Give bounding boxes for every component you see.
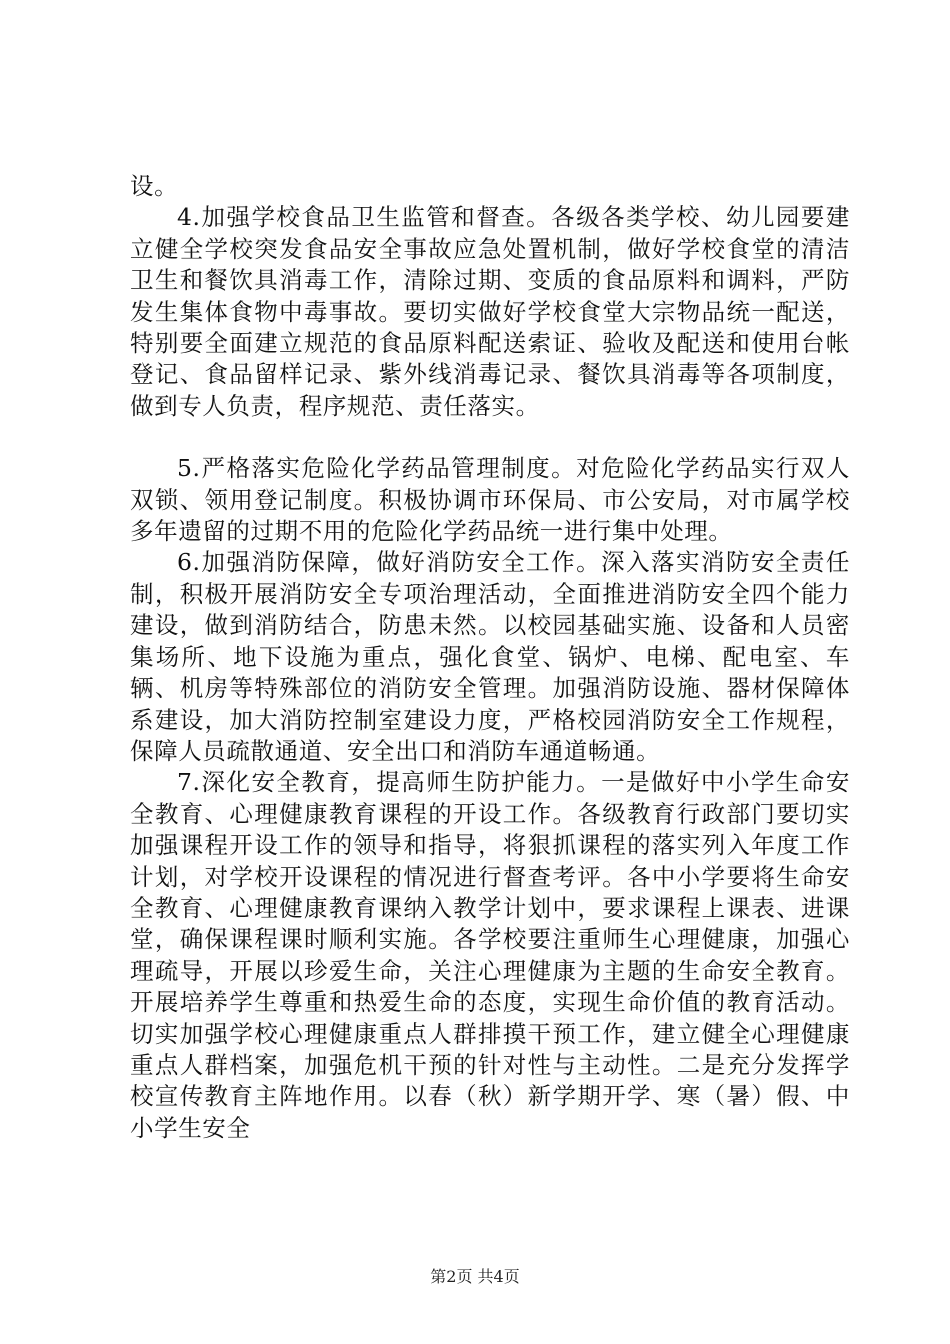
paragraph-continuation: 设。 <box>130 172 179 200</box>
paragraph-item-5: 5.严格落实危险化学药品管理制度。对危险化学药品实行双人双锁、领用登记制度。积极协调市环保局、市公安局，对市属学校多年遗留的过期不用的危险化学药品统一进行集中处理。 <box>130 454 850 546</box>
page-number-footer: 第2页 共4页 <box>430 1267 520 1286</box>
paragraph-item-6: 6.加强消防保障，做好消防安全工作。深入落实消防安全责任制，积极开展消防安全专项治理活动，全面推进消防安全四个能力建设，做到消防结合，防患未然。以校园基础实施、设备和人员密集场所、地下设施为重点，强化食堂、锅炉、电梯、配电室、车辆、机房等特殊部位的消防安全管理。加强消防设施、器材保障体系建设，加大消防控制室建设力度，严格校园消防安全工作规程，保障人员疏散通道、安全出口和消防车通道畅通。 <box>130 548 850 765</box>
paragraph-item-4: 4.加强学校食品卫生监管和督查。各级各类学校、幼儿园要建立健全学校突发食品安全事故应急处置机制，做好学校食堂的清洁卫生和餐饮具消毒工作，清除过期、变质的食品原料和调料，严防发生集体食物中毒事故。要切实做好学校食堂大宗物品统一配送，特别要全面建立规范的食品原料配送索证、验收及配送和使用台帐登记、食品留样记录、紫外线消毒记录、餐饮具消毒等各项制度，做到专人负责，程序规范、责任落实。 <box>130 203 850 420</box>
paragraph-item-7: 7.深化安全教育，提高师生防护能力。一是做好中小学生命安全教育、心理健康教育课程的开设工作。各级教育行政部门要切实加强课程开设工作的领导和指导，将狠抓课程的落实列入年度工作计划，对学校开设课程的情况进行督查考评。各中小学要将生命安全教育、心理健康教育课纳入教学计划中，要求课程上课表、进课堂，确保课程课时顺利实施。各学校要注重师生心理健康，加强心理疏导，开展以珍爱生命，关注心理健康为主题的生命安全教育。开展培养学生尊重和热爱生命的态度，实现生命价值的教育活动。切实加强学校心理健康重点人群排摸干预工作，建立健全心理健康重点人群档案，加强危机干预的针对性与主动性。二是充分发挥学校宣传教育主阵地作用。以春（秋）新学期开学、寒（暑）假、中小学生安全 <box>130 768 850 1142</box>
document-body <box>130 171 850 1144</box>
